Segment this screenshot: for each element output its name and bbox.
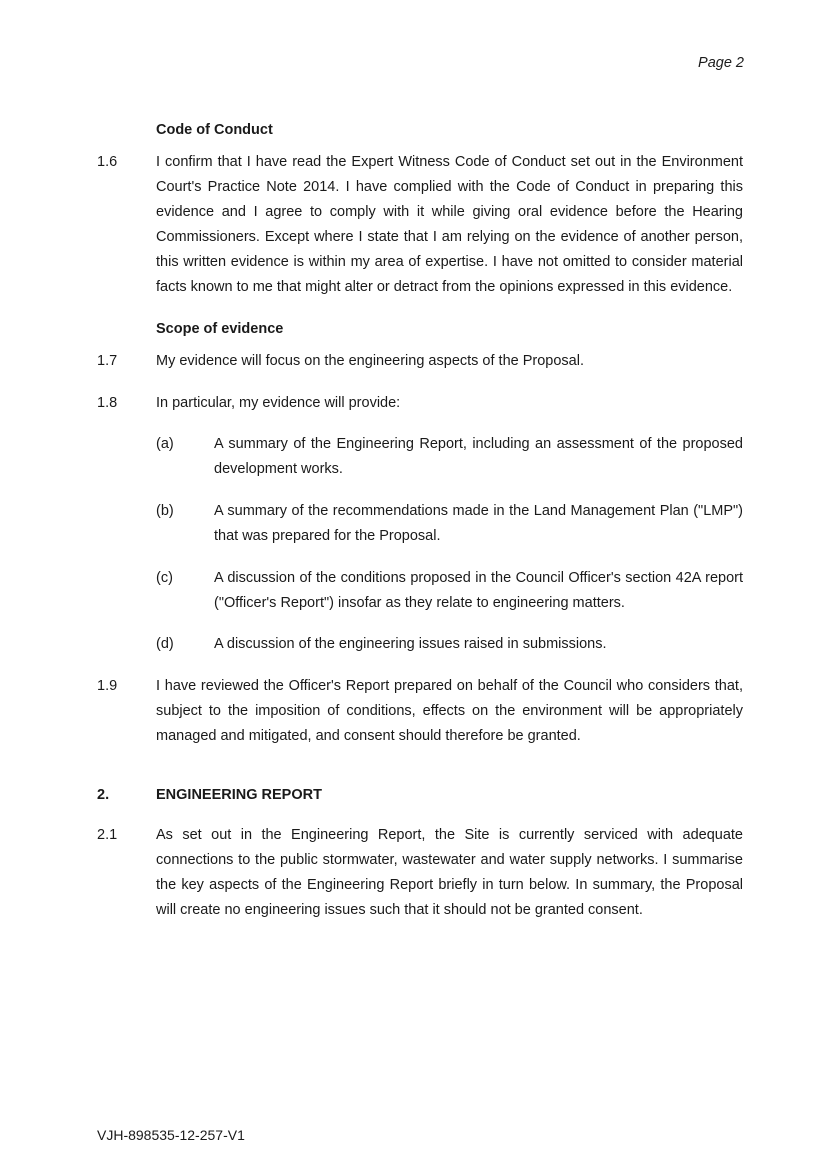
paragraph-number: 1.7 <box>97 353 118 369</box>
paragraph-number: 1.6 <box>97 154 118 170</box>
paragraph-number: 1.9 <box>97 678 118 694</box>
paragraph-1-9 <box>97 674 743 749</box>
paragraph-number: 1.8 <box>97 395 118 411</box>
list-item-label: (b) <box>156 503 174 519</box>
list-item-text: A discussion of the engineering issues raised in submissions. <box>214 636 607 652</box>
paragraph-text: I confirm that I have read the Expert Witness Code of Conduct set out in the Environment Court's Practice Note 2014. I have complied with the Code of Conduct in preparing this evidence and I agree to comply with it while giving oral evidence before the Hearing Commissioners. Except where I state that I am relying on the evidence of another person, this written evidence is within my area of expertise. I have not omitted to consider material facts known to me that might alter or detract from the opinions expressed in this evidence. <box>156 154 743 295</box>
paragraph-2-1 <box>97 823 743 923</box>
paragraph-text: My evidence will focus on the engineering aspects of the Proposal. <box>156 353 584 369</box>
heading-scope-of-evidence: Scope of evidence <box>156 321 284 337</box>
paragraph-text: As set out in the Engineering Report, the Site is currently serviced with adequate connections to the public stormwater, wastewater and water supply networks. I summarise the key aspects of the Engineering Report briefly in turn below. In summary, the Proposal will create no engineering issues such that it should not be granted consent. <box>156 827 743 918</box>
list-item-label: (d) <box>156 636 174 652</box>
list-item-text: A summary of the Engineering Report, including an assessment of the proposed development works. <box>214 436 743 477</box>
list-item-text: A discussion of the conditions proposed in the Council Officer's section 42A report ("Officer's Report") insofar as they relate to engineering matters. <box>214 570 743 611</box>
list-item-c <box>156 566 743 616</box>
list-item-b <box>156 499 743 549</box>
paragraph-number: 2.1 <box>97 827 118 843</box>
paragraph-1-8 <box>97 391 743 416</box>
list-item-label: (c) <box>156 570 173 586</box>
paragraph-1-6 <box>97 150 743 300</box>
list-item-d <box>156 632 743 657</box>
section-title: ENGINEERING REPORT <box>156 787 322 803</box>
list-item-label: (a) <box>156 436 174 452</box>
paragraph-text: In particular, my evidence will provide: <box>156 395 401 411</box>
page-number: Page 2 <box>698 55 744 71</box>
section-number: 2. <box>97 787 110 803</box>
heading-code-of-conduct: Code of Conduct <box>156 122 273 138</box>
document-reference: VJH-898535-12-257-V1 <box>97 1127 245 1143</box>
paragraph-1-7 <box>97 349 743 374</box>
list-item-a <box>156 432 743 482</box>
paragraph-text: I have reviewed the Officer's Report prepared on behalf of the Council who considers that, subject to the imposition of conditions, effects on the environment will be appropriately managed and mitigated, and consent should therefore be granted. <box>156 678 743 744</box>
list-item-text: A summary of the recommendations made in the Land Management Plan ("LMP") that was prepared for the Proposal. <box>214 503 743 544</box>
